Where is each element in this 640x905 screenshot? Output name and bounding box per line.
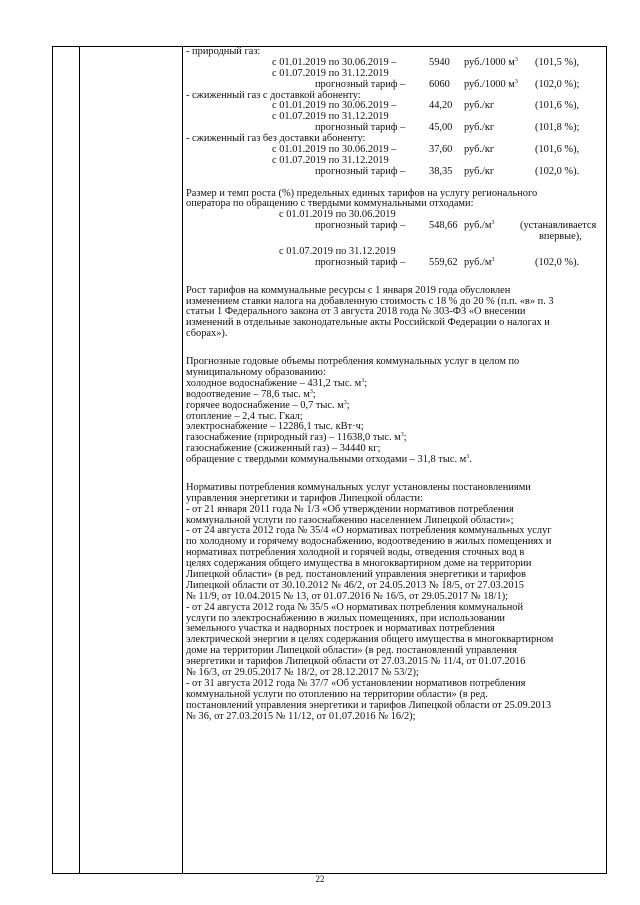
tariff-row: с 01.01.2019 по 30.06.2019 – 37,60 руб./кг (101,6 %), (272, 144, 580, 156)
norms-line: нормативах потребления холодной и горячей воды, отведения сточных вод в (186, 547, 525, 559)
waste-tariff-row: прогнозный тариф – 548,66 $руб./м^3$ (устанавливается (315, 220, 597, 232)
norms-line: - от 24 августа 2012 года № 35/4 «О нормативах потребления коммунальных услуг (186, 525, 552, 537)
tariff-row: прогнозный тариф – 38,35 руб./кг (102,0 %). (315, 165, 580, 177)
vat-paragraph-line: изменений в отдельные законодательные акты Российской Федерации о налогах и (186, 317, 550, 329)
norms-line: коммунальной услуги по отоплению на территории области» (в ред. (186, 688, 488, 700)
liquefied-gas-delivery-label: - сжиженный газ с доставкой абоненту: (186, 89, 361, 101)
table-content-cell (184, 47, 602, 722)
norms-line: Липецкой области от 30.10.2012 № 46/2, от 24.05.2013 № 18/5, от 27.03.2015 (186, 579, 524, 591)
norms-line: по холодному и горячему водоснабжению, водоотведению в жилых помещениях и (186, 536, 552, 548)
norms-line: № 16/3, от 29.05.2017 № 18/2, от 28.12.2017 № 53/2); (186, 666, 419, 678)
norms-line: целях содержания общего имущества в многоквартирном доме на территории (186, 558, 532, 570)
volume-item: обращение с твердыми коммунальными отходами – 31,8 тыс. $м^3$. (186, 454, 472, 466)
waste-period: с 01.01.2019 по 30.06.2019 (279, 209, 396, 221)
volume-item: газоснабжение (природный газ) – 11638,0 тыс. $м^3$; (186, 432, 407, 444)
volume-item: горячее водоснабжение – 0,7 тыс. $м^3$; (186, 399, 350, 411)
volume-item: электроснабжение – 12286,1 тыс. кВт·ч; (186, 421, 364, 433)
norms-line: - от 31 августа 2012 года № 37/7 «Об установлении нормативов потребления (186, 677, 526, 689)
volume-item: холодное водоснабжение – 431,2 тыс. $м^3$; (186, 377, 368, 389)
norms-line: № 36, от 27.03.2015 № 11/12, от 01.07.2016 № 16/2); (186, 710, 416, 722)
tariff-row: прогнозный тариф – 6060 руб./1000 $м^3$ (102,0 %); (315, 78, 580, 90)
tariff-row: с 01.07.2019 по 31.12.2019 (272, 111, 389, 123)
norms-line: Липецкой области» (в ред. постановлений управления энергетики и тарифов (186, 568, 526, 580)
column-divider-2 (182, 47, 183, 873)
tariff-row: с 01.01.2019 по 30.06.2019 – 5940 руб./1000 $м^3$ (101,5 %), (272, 56, 580, 68)
norms-line: энергетики и тарифов Липецкой области от 27.03.2015 № 11/4, от 01.07.2016 (186, 656, 526, 668)
norms-line: постановлений управления энергетики и тарифов Липецкой области от 25.09.2013 (186, 699, 552, 711)
volume-item: водоотведение – 78,6 тыс. $м^3$; (186, 388, 316, 400)
norms-line: земельного участка и надворных построек и нормативах потребления (186, 623, 495, 635)
waste-tariff-row: прогнозный тариф – 559,62 $руб./м^3$ (102,0 %). (315, 256, 580, 268)
column-divider-1 (79, 47, 80, 873)
tariff-row: с 01.07.2019 по 31.12.2019 (272, 154, 389, 166)
natural-gas-label: - природный газ: (186, 46, 261, 57)
vat-paragraph-line: статьи 1 Федерального закона от 3 августа 2018 года № 303-ФЗ «О внесении (186, 306, 526, 318)
waste-tariff-note: впервые), (539, 231, 582, 243)
norms-line: доме на территории Липецкой области» (в ред. постановлений управления (186, 645, 517, 657)
norms-line: коммунальной услуги по газоснабжению населением Липецкой области»; (186, 514, 514, 526)
document-table (52, 46, 607, 874)
page-number: 22 (315, 874, 325, 884)
vat-paragraph-line: изменением ставки налога на добавленную стоимость с 18 % до 20 % (п.п. «в» п. 3 (186, 295, 554, 307)
volume-item: газоснабжение (сжиженный газ) – 34440 кг; (186, 443, 381, 455)
tariff-row: с 01.07.2019 по 31.12.2019 (272, 67, 389, 79)
norms-line: управления энергетики и тарифов Липецкой области: (186, 492, 423, 504)
waste-intro-line: оператора по обращению с твердыми коммунальными отходами: (186, 198, 474, 210)
waste-intro-line: Размер и темп роста (%) предельных единых тарифов на услугу регионального (186, 187, 538, 199)
norms-line: электрической энергии в целях содержания общего имущества в многоквартирном (186, 634, 554, 646)
vat-paragraph-line: сборах»). (186, 328, 228, 340)
waste-period: с 01.07.2019 по 31.12.2019 (279, 246, 396, 258)
norms-line: № 11/9, от 10.04.2015 № 13, от 01.07.2016 № 16/5, от 29.05.2017 № 18/1); (186, 590, 509, 602)
liquefied-gas-nodelivery-label: - сжиженный газ без доставки абоненту: (186, 133, 366, 145)
volume-item: отопление – 2,4 тыс. Гкал; (186, 410, 303, 422)
tariff-row: с 01.01.2019 по 30.06.2019 – 44,20 руб./кг (101,6 %), (272, 100, 580, 112)
norms-line: - от 21 января 2011 года № 1/3 «Об утверждении нормативов потребления (186, 503, 514, 515)
norms-line: услуги по электроснабжению в жилых помещениях, при использовании (186, 612, 505, 624)
norms-line: Нормативы потребления коммунальных услуг установлены постановлениями (186, 481, 531, 493)
volumes-intro-line: муниципальному образованию: (186, 366, 326, 378)
volumes-intro-line: Прогнозные годовые объемы потребления коммунальных услуг в целом по (186, 356, 520, 368)
vat-paragraph-line: Рост тарифов на коммунальные ресурсы с 1 января 2019 года обусловлен (186, 284, 511, 296)
tariff-row: прогнозный тариф – 45,00 руб./кг (101,8 %); (315, 122, 580, 134)
norms-line: - от 24 августа 2012 года № 35/5 «О нормативах потребления коммунальной (186, 601, 524, 613)
